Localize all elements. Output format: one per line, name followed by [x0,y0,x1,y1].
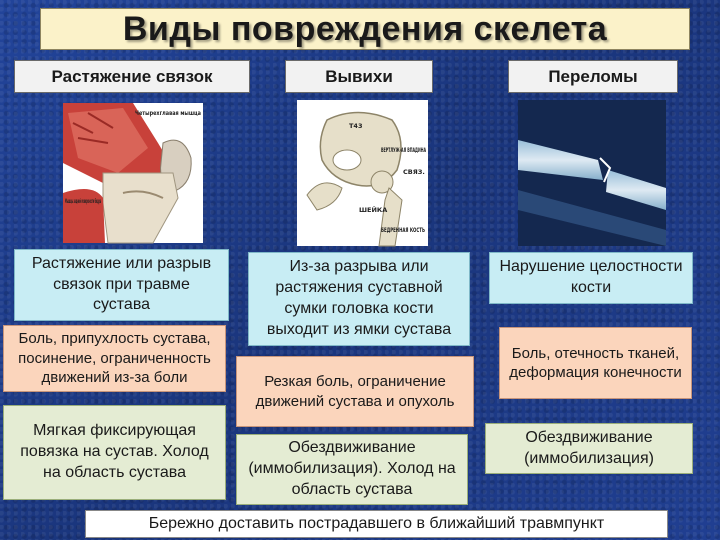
symptoms-fracture: Боль, отечность тканей, деформация конечности [499,327,692,399]
category-sprain: Растяжение связок [14,60,250,93]
fracture-xray-image [518,100,666,246]
category-dislocation: Вывихи [285,60,433,93]
description-dislocation: Из-за разрыва или растяжения суставной сумки головка кости выходит из ямки сустава [248,252,470,346]
symptoms-sprain: Боль, припухлость сустава, посинение, ограниченность движений из-за боли [3,325,226,392]
xray-illustration [518,100,666,246]
knee-ligament-image [63,103,203,243]
transport-note: Бережно доставить пострадавшего в ближайший травмпункт [85,510,668,538]
description-sprain: Растяжение или разрыв связок при травме сустава [14,249,229,321]
hip-label-ligament: СВЯЗ. [403,168,425,176]
description-fracture: Нарушение целостности кости [489,252,693,304]
first-aid-sprain: Мягкая фиксирующая повязка на сустав. Холод на область сустава [3,405,226,500]
page-title: Виды повреждения скелета [40,8,690,50]
first-aid-dislocation: Обездвиживание (иммобилизация). Холод на область сустава [236,434,468,505]
hip-label-acetabulum: ВЕРТЛУЖ-АЯ ВПАДИНА [381,146,426,154]
knee-illustration [63,103,203,243]
category-fracture: Переломы [508,60,678,93]
knee-label-quadriceps: Четырехглавая мышца [135,109,201,117]
hip-label-femur: БЕДРЕННАЯ КОСТЬ [381,226,426,234]
hip-dislocation-image [297,100,428,246]
symptoms-dislocation: Резкая боль, ограничение движений сустава и опухоль [236,356,474,427]
hip-illustration [297,100,428,246]
knee-label-hamstring: Мышцы задней поверхности бедра [65,197,101,205]
hip-label-code: T43 [349,122,363,130]
hip-label-neck: ШЕЙКА [359,206,388,214]
first-aid-fracture: Обездвиживание (иммобилизация) [485,423,693,474]
